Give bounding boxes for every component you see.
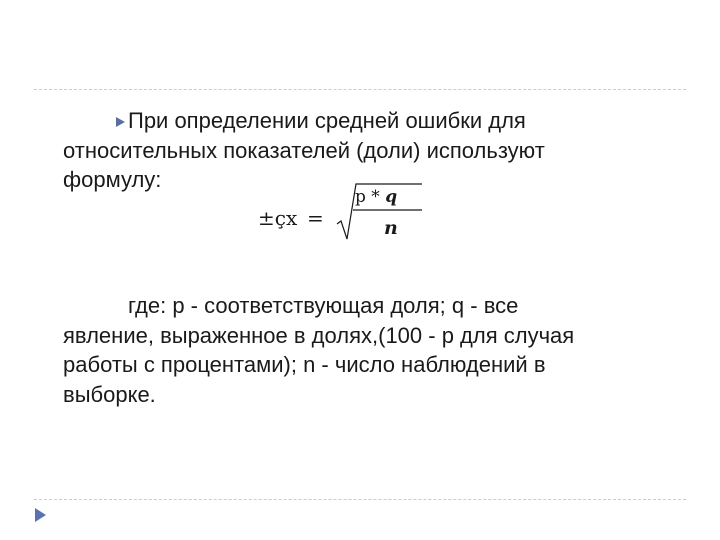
- numerator-q: q: [385, 187, 398, 207]
- formula: [258, 183, 428, 245]
- bottom-divider: [34, 499, 686, 500]
- formula-denominator: n: [384, 217, 398, 239]
- numerator-op: *: [371, 187, 380, 207]
- explanation-line-3: работы с процентами); n - число наблюдений в: [63, 352, 546, 377]
- paragraph-intro: [63, 106, 673, 195]
- intro-line-1: При определении средней ошибки для: [128, 108, 526, 133]
- explanation-line-2: явление, выраженное в долях,(100 - p для случая: [63, 322, 575, 348]
- formula-equals: =: [307, 206, 324, 230]
- explanation-line-4: выборке.: [63, 381, 156, 407]
- triangle-bullet-icon: [116, 117, 125, 127]
- formula-numerator: [355, 187, 397, 207]
- intro-line-3: формулу:: [63, 167, 162, 192]
- triangle-nav-icon[interactable]: [35, 508, 46, 522]
- paragraph-explanation: [63, 291, 673, 409]
- formula-lhs: ±çx: [258, 206, 298, 230]
- top-divider: [34, 89, 686, 90]
- explanation-line-1: где: p - соответствующая доля; q - все: [128, 293, 519, 318]
- intro-line-2: относительных показателей (доли) используют: [63, 137, 545, 163]
- numerator-p: p: [355, 187, 366, 207]
- bullet-wrap: [63, 106, 128, 136]
